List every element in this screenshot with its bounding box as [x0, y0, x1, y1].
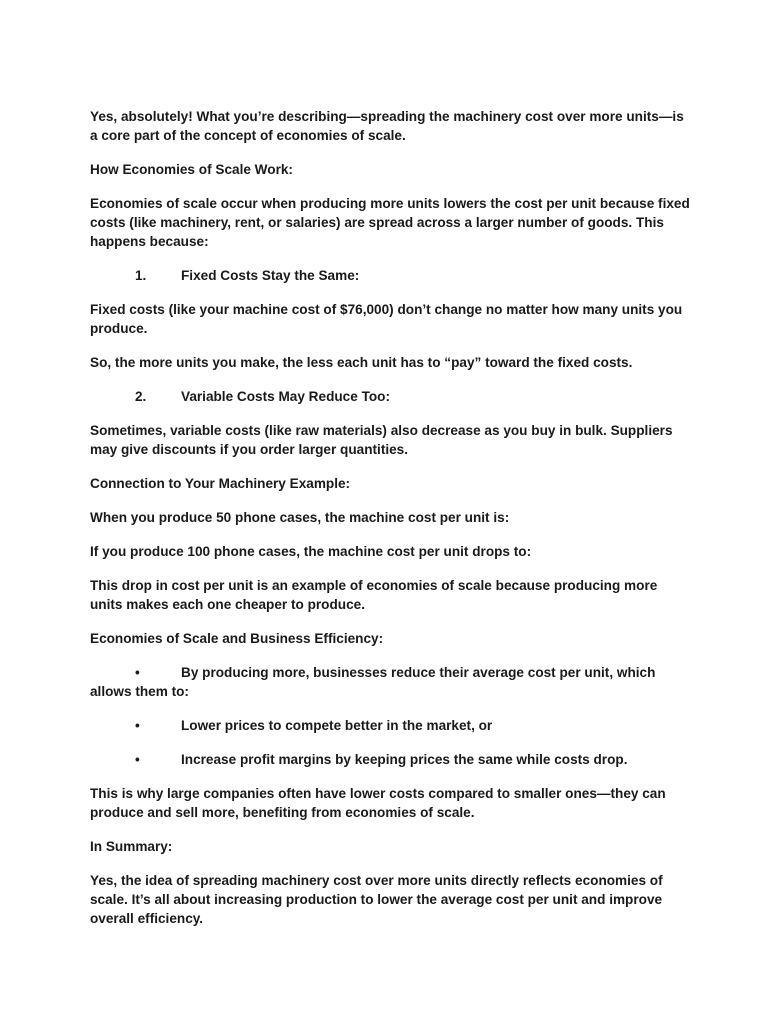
section-heading-how-it-works: How Economies of Scale Work:: [90, 162, 293, 177]
numbered-item-fixed-costs: [90, 266, 690, 285]
large-companies-paragraph: This is why large companies often have lower costs compared to smaller ones—they can produce and sell more, benefiting from economies of scale.: [90, 786, 666, 820]
bullet-item-lower-prices: [90, 716, 690, 735]
fixed-costs-paragraph: Fixed costs (like your machine cost of $76,000) don’t change no matter how many units you produce.: [90, 302, 683, 336]
list-item-text: Increase profit margins by keeping prices the same while costs drop.: [181, 752, 628, 767]
variable-costs-paragraph: Sometimes, variable costs (like raw materials) also decrease as you buy in bulk. Suppliers may give discounts if you order larger quantities.: [90, 423, 673, 457]
list-number: 1.: [135, 268, 147, 283]
section-heading-efficiency: Economies of Scale and Business Efficiency:: [90, 631, 384, 646]
bullet-marker: •: [135, 718, 140, 733]
bullet-item-profit-margins: [90, 750, 690, 769]
example-conclusion-paragraph: This drop in cost per unit is an example of economies of scale because producing more units makes each one cheaper to produce.: [90, 578, 658, 612]
list-item-text: By producing more, businesses reduce their average cost per unit, which allows them to:: [90, 665, 656, 699]
list-item-text: Lower prices to compete better in the market, or: [181, 718, 493, 733]
numbered-item-variable-costs: [90, 387, 690, 406]
list-item-text: Variable Costs May Reduce Too:: [181, 389, 390, 404]
list-number: 2.: [135, 389, 147, 404]
list-item-text: Fixed Costs Stay the Same:: [181, 268, 360, 283]
section-heading-connection: Connection to Your Machinery Example:: [90, 476, 351, 491]
example-50-units-paragraph: When you produce 50 phone cases, the machine cost per unit is:: [90, 510, 510, 525]
summary-paragraph: Yes, the idea of spreading machinery cost over more units directly reflects economies of scale. It’s all about increasing production to lower the average cost per unit and improve overall efficiency.: [90, 873, 663, 926]
bullet-item-producing-more: [90, 663, 690, 701]
section-heading-summary: In Summary:: [90, 839, 173, 854]
bullet-marker: •: [135, 665, 140, 680]
example-100-units-paragraph: If you produce 100 phone cases, the machine cost per unit drops to:: [90, 544, 532, 559]
fixed-costs-followup-paragraph: So, the more units you make, the less each unit has to “pay” toward the fixed costs.: [90, 355, 633, 370]
intro-paragraph: Yes, absolutely! What you’re describing—spreading the machinery cost over more units—is a core part of the concept of economies of scale.: [90, 109, 684, 143]
definition-paragraph: Economies of scale occur when producing more units lowers the cost per unit because fixed costs (like machinery, rent, or salaries) are spread across a larger number of goods. This happens because:: [90, 196, 690, 249]
document-body: [90, 107, 690, 943]
bullet-marker: •: [135, 752, 140, 767]
